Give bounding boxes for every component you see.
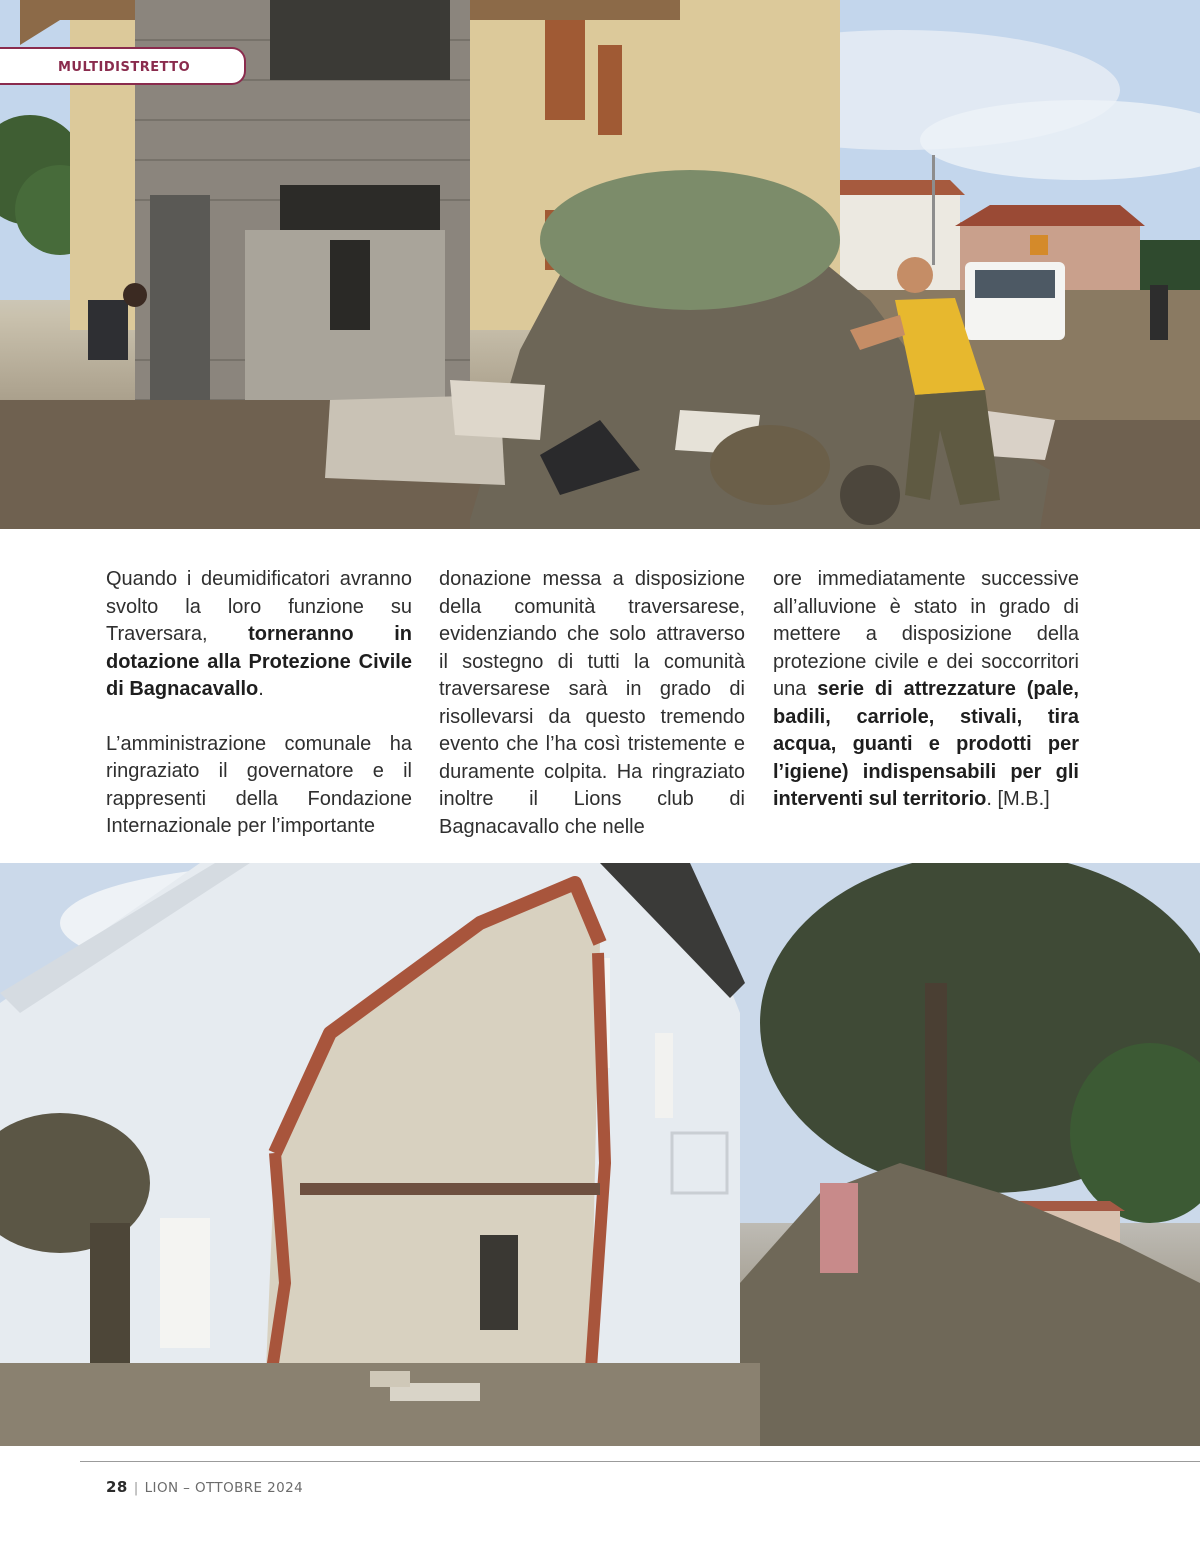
footer-separator: | (133, 1480, 139, 1496)
photo-flood-damaged-house-top (0, 0, 1200, 529)
photo-bottom-illustration (0, 863, 1200, 1446)
article-column-1 (106, 566, 412, 841)
article-column-3 (773, 566, 1079, 814)
photo-collapsed-wall-house-bottom (0, 863, 1200, 1446)
footer-rule (80, 1461, 1200, 1462)
article-paragraph (106, 566, 412, 704)
publication-info: LION – OTTOBRE 2024 (144, 1480, 304, 1496)
text-run: donazione messa a disposizione della comunità traversarese, evidenziando che solo attraverso il sostegno di tutti la comunità traversarese sarà in grado di risollevarsi da questo tremendo evento che l’ha così tristemente e duramente colpita. Ha ringraziato inoltre il Lions club di Bagnacavallo che nelle (439, 568, 745, 838)
text-run: ore immediatamente successive all’alluvione è stato in grado di mettere a disposizione della protezione civile e dei soccorritori una (773, 568, 1079, 700)
article-paragraph (439, 566, 745, 841)
text-run: . [M.B.] (986, 788, 1050, 810)
bold-text-run: serie di attrezzature (pale, badili, carriole, stivali, tira acqua, guanti e prodotti per l’igiene) indispensabili per gli interventi sul territorio (773, 678, 1079, 810)
article-paragraph (773, 566, 1079, 814)
article-paragraph (106, 731, 412, 841)
text-run: . (258, 678, 264, 700)
section-tag-label: MULTIDISTRETTO (58, 60, 191, 75)
bold-text-run: torneranno in dotazione alla Protezione Civile di Bagnacavallo (106, 623, 413, 700)
text-run: L’amministrazione comunale ha ringraziato il governatore e il rappresenti della Fondazione Internazionale per l’importante (106, 732, 412, 837)
section-tag (0, 47, 246, 85)
article-column-2 (439, 566, 745, 841)
page-footer (106, 1478, 303, 1496)
page-number: 28 (106, 1478, 128, 1496)
text-run: Quando i deumidificatori avranno svolto la loro funzione su Traversara, (106, 568, 412, 645)
